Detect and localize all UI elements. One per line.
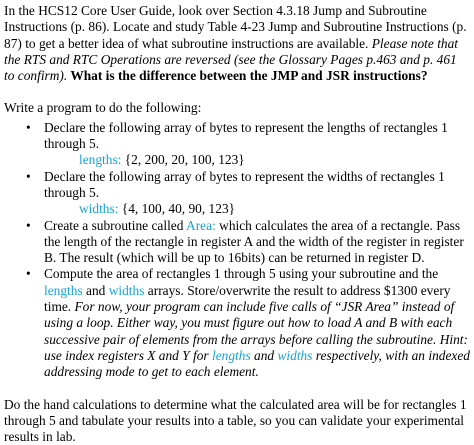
intro-text: In the HCS12 Core User Guide, look over Section 4.3.18 Jump and Subroutine Instructions (p. 86). Locate and study Table 4-23 Jump and Subroutine Instructions (p. 87) to get a better idea of what subroutine instructions are available. — [4, 3, 467, 51]
widths-array-line — [44, 201, 470, 217]
task-text: Compute the area of rectangles 1 through 5 using your subroutine and the — [44, 266, 439, 282]
task-item-widths — [4, 169, 470, 218]
area-subroutine-name: Area: — [186, 217, 216, 233]
task-text: which calculates the area of a rectangle. Pass the length of the rectangle in register A and the width of the register in register B. The result (which will be up to 16bits) can be returned in register D. — [44, 217, 464, 266]
intro-question: What is the difference between the JMP and JSR instructions? — [67, 68, 428, 84]
task-item-compute — [4, 266, 470, 380]
task-text: Declare the following array of bytes to represent the lengths of rectangles 1 through 5. — [44, 119, 448, 152]
task-text: arrays. Store/overwrite the result to address $1300 every time. — [44, 282, 451, 315]
hint-text: respectively, with an indexed addressing mode to get to each element. — [44, 347, 470, 380]
bullet-icon: • — [26, 119, 31, 135]
intro-paragraph — [4, 3, 470, 84]
lengths-ref: lengths — [212, 347, 251, 363]
hint-text: and — [250, 347, 278, 363]
task-text: Declare the following array of bytes to represent the widths of rectangles 1 through 5. — [44, 168, 445, 200]
widths-array-values: {4, 100, 40, 90, 123} — [118, 201, 236, 217]
write-program-heading: Write a program to do the following: — [4, 100, 202, 116]
widths-ref: widths — [108, 282, 145, 298]
lengths-array-line — [44, 152, 470, 168]
task-item-subroutine — [4, 218, 470, 267]
task-text: Create a subroutine called — [44, 217, 187, 233]
widths-ref: widths — [277, 347, 313, 363]
hint-text: For now, your program can include five calls of “JSR Area” instead of using a loop. Either way, you must figure out how to load A and B with each successive pair of elements from the arrays before calling the subroutine. Hint: use index registers X and Y for — [44, 299, 468, 363]
lengths-array-values: {2, 200, 20, 100, 123} — [121, 152, 245, 168]
intro-note: Please note that the RTS and RTC Operations are reversed (see the Glossary Pages p.463 and p. 461 to confirm). — [4, 35, 459, 84]
task-hint — [44, 299, 470, 379]
document — [4, 3, 470, 445]
bullet-icon: • — [26, 168, 31, 184]
lengths-array-name: lengths: — [79, 152, 122, 168]
bullet-icon: • — [26, 266, 31, 282]
task-item-lengths — [4, 120, 470, 169]
bullet-icon: • — [26, 217, 31, 233]
task-text: and — [82, 282, 109, 298]
widths-array-name: widths: — [79, 201, 119, 217]
closing-paragraph: Do the hand calculations to determine what the calculated area will be for rectangles 1 through 5 and tabulate your results into a table, so you can validate your experimental results in lab. — [4, 396, 467, 445]
task-list — [4, 120, 470, 381]
lengths-ref: lengths — [44, 282, 83, 298]
